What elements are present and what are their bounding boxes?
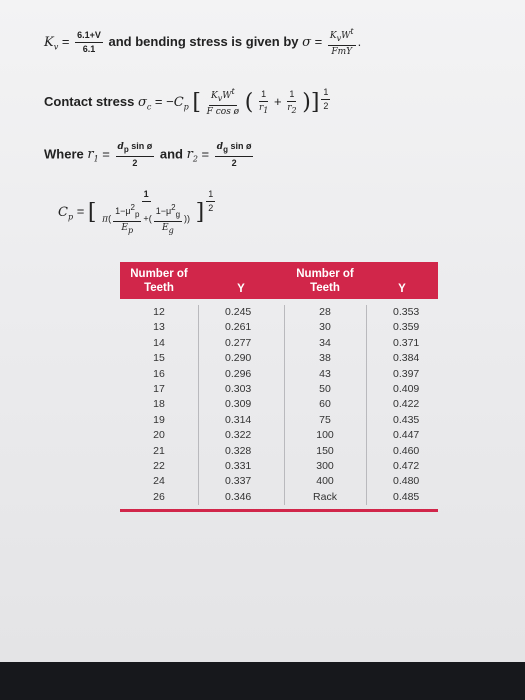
- table-row: [120, 459, 438, 474]
- cell-teeth: 13: [153, 321, 165, 334]
- cell-teeth: 14: [153, 336, 165, 349]
- cell-teeth: 75: [319, 413, 331, 426]
- table-row: [120, 444, 438, 459]
- cell-teeth: 300: [316, 459, 334, 472]
- table-row: [120, 367, 438, 382]
- cell-teeth: 60: [319, 398, 331, 411]
- cell-y: 0.309: [225, 398, 252, 411]
- cell-y: 0.261: [225, 321, 252, 334]
- contact-stress-equation: Contact stress $\sigma_c = -C_p$ [ $\frac{K_vW^t}{\text{F cos ø}}$ ( $\frac{1}{r_1}$ + $\frac{1}{r_2}$ )] $\frac{1}{2}$: [44, 87, 329, 117]
- cell-teeth: 18: [153, 398, 165, 411]
- table-body: [120, 299, 438, 505]
- header-teeth-1: Number of Teeth: [130, 268, 188, 294]
- cell-y: 0.447: [393, 429, 420, 442]
- table-row: [120, 490, 438, 505]
- cell-y: 0.460: [393, 444, 420, 457]
- cell-y: 0.480: [393, 475, 420, 488]
- bending-fraction: $\frac{K_vW^t}{\text{FmY}}$: [329, 27, 354, 57]
- cell-teeth: 24: [153, 475, 165, 488]
- cell-y: 0.346: [225, 490, 252, 503]
- cell-y: 0.353: [393, 306, 420, 318]
- table-row: [120, 428, 438, 443]
- bending-text: and bending stress is given by: [108, 33, 299, 49]
- lewis-form-factor-table: [120, 262, 438, 512]
- kv-symbol: $K_v$: [44, 34, 59, 52]
- table-row: [120, 320, 438, 335]
- cell-y: 0.245: [225, 306, 252, 318]
- cell-teeth: 150: [316, 444, 334, 457]
- cell-y: 0.485: [393, 490, 420, 503]
- cell-y: 0.314: [225, 413, 252, 426]
- header-y-1: Y: [237, 283, 245, 295]
- cell-teeth: 15: [153, 352, 165, 365]
- cell-y: 0.435: [393, 413, 420, 426]
- cell-teeth: 21: [153, 444, 165, 457]
- cell-teeth: 30: [319, 321, 331, 334]
- cell-teeth: 50: [319, 382, 331, 395]
- kv-fraction: $\frac{6.1+V}{6.1}$: [77, 29, 101, 54]
- cell-y: 0.322: [225, 429, 252, 442]
- kv-equation: $K_v$ = $\frac{6.1+V}{6.1}$ and bending stress is given by σ = $\frac{K_vW^t}{\text{FmY}}$ .: [44, 27, 362, 57]
- table-row: [120, 382, 438, 397]
- cell-teeth: 400: [316, 475, 334, 488]
- cell-y: 0.397: [393, 367, 420, 380]
- cell-y: 0.303: [225, 382, 252, 395]
- cell-y: 0.359: [393, 321, 420, 334]
- cell-teeth: 20: [153, 429, 165, 442]
- cell-y: 0.384: [393, 352, 420, 365]
- cell-teeth: 43: [319, 367, 331, 380]
- table-header: [120, 262, 438, 299]
- table-row: [120, 474, 438, 489]
- cell-y: 0.409: [393, 382, 420, 395]
- cell-y: 0.296: [225, 367, 252, 380]
- table-row: [120, 351, 438, 366]
- table-row: [120, 397, 438, 412]
- cell-teeth: 26: [153, 490, 165, 503]
- table-row: [120, 413, 438, 428]
- cell-teeth: 100: [316, 429, 334, 442]
- cell-y: 0.371: [393, 336, 420, 349]
- table-row: [120, 305, 438, 320]
- table-bottom-rule: [120, 509, 438, 512]
- cell-teeth: 17: [153, 382, 165, 395]
- cell-y: 0.422: [393, 398, 420, 411]
- cell-teeth: 12: [153, 306, 165, 318]
- cell-y: 0.337: [225, 475, 252, 488]
- cell-teeth: 28: [319, 306, 331, 318]
- cell-y: 0.328: [225, 444, 252, 457]
- cell-teeth: 19: [153, 413, 165, 426]
- cell-teeth: 38: [319, 352, 331, 365]
- cell-teeth: 16: [153, 367, 165, 380]
- cell-y: 0.290: [225, 352, 252, 365]
- cell-teeth: Rack: [313, 490, 337, 503]
- cell-teeth: 34: [319, 336, 331, 349]
- header-y-2: Y: [398, 283, 406, 295]
- cell-teeth: 22: [153, 459, 165, 472]
- cell-y: 0.277: [225, 336, 252, 349]
- header-teeth-2: Number of Teeth: [296, 268, 354, 294]
- cp-equation: $C_p$ = [ 1 π( $\frac{1-\mu^2_p}{E_p}$ +( $\frac{1-\mu^2_g}{E_g}$ )) ] $\frac{1}{2}$: [58, 189, 214, 235]
- radius-equations: Where $r_1$ = $\frac{d_p \sin ø}{2}$ and $r_2$ = $\frac{d_g \sin ø}{2}$: [44, 141, 252, 168]
- bottom-dark-strip: [0, 662, 525, 700]
- table-row: [120, 336, 438, 351]
- cell-y: 0.331: [225, 459, 252, 472]
- cell-y: 0.472: [393, 459, 420, 472]
